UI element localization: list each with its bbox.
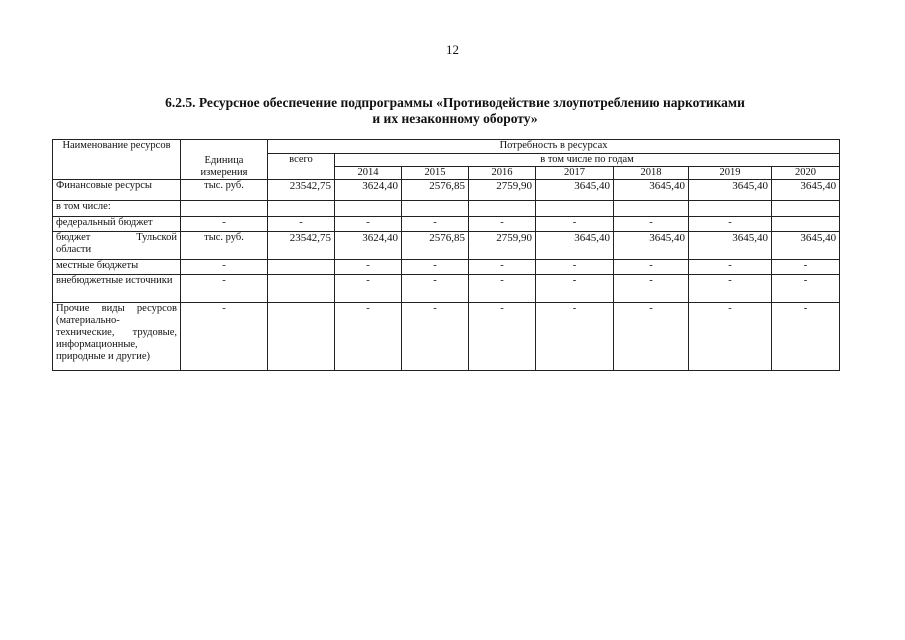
table-row: [53, 180, 840, 201]
row-year-value: -: [469, 303, 536, 371]
row-total: 23542,75: [268, 180, 335, 201]
row-year-value: [772, 217, 840, 232]
table-row: [53, 232, 840, 260]
row-year-value: 3645,40: [772, 180, 840, 201]
table-row: [53, 260, 840, 275]
row-name: Прочие виды ресурсов (материально-технические, трудовые, информационные, природные и другие): [53, 303, 181, 371]
page-number: 12: [446, 42, 459, 57]
row-year-value: -: [536, 275, 614, 303]
row-year-value: -: [536, 260, 614, 275]
row-name: местные бюджеты: [53, 260, 181, 275]
row-year-value: -: [772, 275, 840, 303]
heading-line-2: и их незаконному обороту»: [372, 111, 538, 126]
row-year-value: -: [335, 303, 402, 371]
row-name-part: области: [56, 244, 92, 255]
row-name: федеральный бюджет: [53, 217, 181, 232]
row-year-value: -: [614, 303, 689, 371]
header-unit: Единица измерения: [181, 140, 268, 180]
row-year-value: -: [402, 303, 469, 371]
header-year: 2018: [614, 167, 689, 180]
row-year-value: -: [335, 217, 402, 232]
row-name: [53, 232, 181, 260]
row-year-value: -: [689, 275, 772, 303]
header-year: 2016: [469, 167, 536, 180]
row-year-value: -: [614, 217, 689, 232]
row-year-value: [402, 201, 469, 217]
row-unit: -: [181, 217, 268, 232]
row-year-value: [335, 201, 402, 217]
row-year-value: -: [772, 303, 840, 371]
row-name-part: Тульской: [136, 232, 177, 243]
row-year-value: -: [614, 275, 689, 303]
header-total: всего: [268, 154, 335, 180]
row-year-value: -: [469, 275, 536, 303]
header-year: 2015: [402, 167, 469, 180]
row-name: в том числе:: [53, 201, 181, 217]
row-year-value: 3645,40: [536, 232, 614, 260]
header-year: 2020: [772, 167, 840, 180]
row-year-value: -: [402, 275, 469, 303]
table-row: [53, 217, 840, 232]
row-year-value: -: [469, 217, 536, 232]
row-year-value: 2759,90: [469, 232, 536, 260]
row-total: [268, 275, 335, 303]
row-year-value: [469, 201, 536, 217]
row-year-value: 2759,90: [469, 180, 536, 201]
row-total: -: [268, 217, 335, 232]
row-unit: [181, 201, 268, 217]
row-unit: тыс. руб.: [181, 232, 268, 260]
table-row: [53, 303, 840, 371]
resource-table: [52, 139, 840, 371]
row-total: [268, 201, 335, 217]
row-year-value: -: [536, 303, 614, 371]
header-need: Потребность в ресурсах: [268, 140, 840, 154]
row-unit: -: [181, 275, 268, 303]
header-year: 2017: [536, 167, 614, 180]
row-year-value: -: [402, 217, 469, 232]
row-unit: -: [181, 303, 268, 371]
row-year-value: -: [689, 260, 772, 275]
header-year: 2019: [689, 167, 772, 180]
header-year: 2014: [335, 167, 402, 180]
row-year-value: -: [402, 260, 469, 275]
row-total: [268, 260, 335, 275]
row-unit: тыс. руб.: [181, 180, 268, 201]
row-year-value: [689, 201, 772, 217]
section-heading: [105, 95, 805, 127]
row-total: 23542,75: [268, 232, 335, 260]
row-name-part: бюджет: [56, 232, 91, 243]
row-year-value: 3624,40: [335, 180, 402, 201]
heading-line-1: 6.2.5. Ресурсное обеспечение подпрограммы «Противодействие злоупотреблению наркотиками: [165, 95, 745, 110]
row-year-value: -: [469, 260, 536, 275]
row-year-value: 2576,85: [402, 232, 469, 260]
row-name: Финансовые ресурсы: [53, 180, 181, 201]
table-row: [53, 275, 840, 303]
row-year-value: -: [689, 303, 772, 371]
row-year-value: [536, 201, 614, 217]
row-year-value: 2576,85: [402, 180, 469, 201]
header-name: Наименование ресурсов: [53, 140, 181, 180]
row-year-value: -: [772, 260, 840, 275]
row-name: внебюджетные источники: [53, 275, 181, 303]
row-year-value: -: [536, 217, 614, 232]
header-by-years: в том числе по годам: [335, 154, 840, 167]
row-year-value: 3645,40: [772, 232, 840, 260]
row-year-value: 3645,40: [536, 180, 614, 201]
row-total: [268, 303, 335, 371]
row-year-value: -: [614, 260, 689, 275]
row-year-value: 3624,40: [335, 232, 402, 260]
row-year-value: 3645,40: [689, 180, 772, 201]
row-year-value: [772, 201, 840, 217]
row-year-value: 3645,40: [614, 232, 689, 260]
row-year-value: -: [335, 260, 402, 275]
row-year-value: [614, 201, 689, 217]
row-year-value: 3645,40: [614, 180, 689, 201]
row-year-value: 3645,40: [689, 232, 772, 260]
row-year-value: -: [335, 275, 402, 303]
row-unit: -: [181, 260, 268, 275]
table-row: [53, 201, 840, 217]
row-year-value: -: [689, 217, 772, 232]
